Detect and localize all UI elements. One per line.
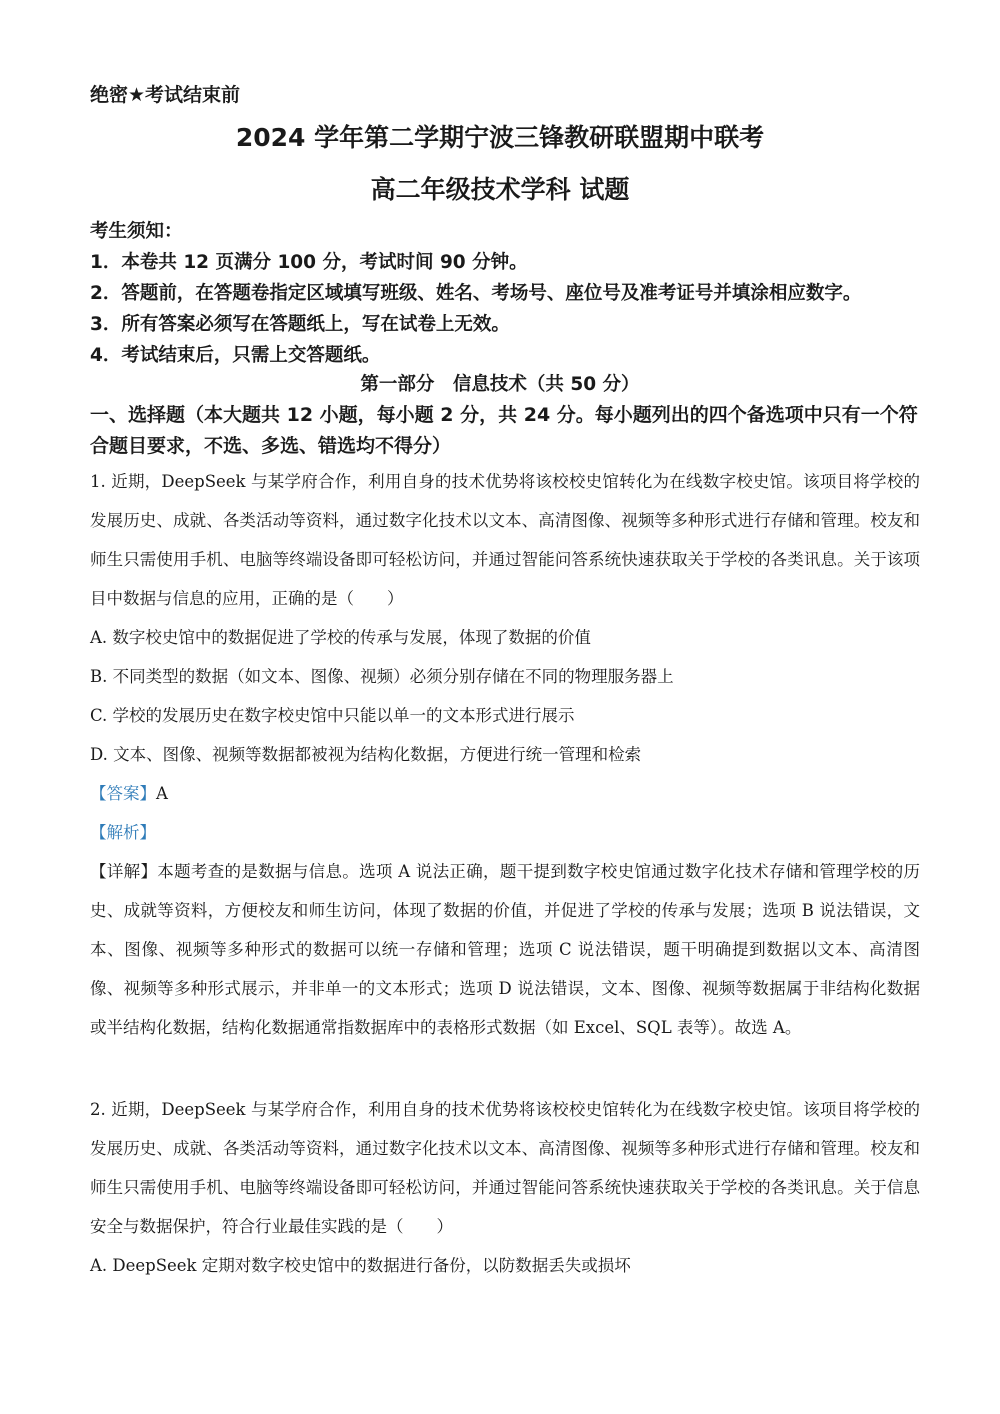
notice-item: 4．考试结束后，只需上交答题纸。 (90, 345, 381, 366)
part-title: 第一部分 信息技术（共 50 分） (360, 374, 640, 395)
question-stem: 1. 近期，DeepSeek 与某学府合作，利用自身的技术优势将该校校史馆转化为在线数字校史馆。该项目将学校的发展历史、成就、各类活动等资料，通过数字化技术以文本、高清图像、视频等多种形式进行存储和管理。校友和师生只需使用手机、电脑等终端设备即可轻松访问，并通过智能问答系统快速获取关于学校的各类讯息。关于该项目中数据与信息的应用，正确的是（ ） (90, 472, 920, 608)
analysis-tag: 【解析】 (90, 823, 156, 842)
answer-tag: 【答案】 (90, 784, 156, 803)
option-a: A. DeepSeek 定期对数字校史馆中的数据进行备份，以防数据丢失或损坏 (90, 1256, 631, 1275)
option-d: D. 文本、图像、视频等数据都被视为结构化数据，方便进行统一管理和检索 (90, 745, 642, 764)
option-b: B. 不同类型的数据（如文本、图像、视频）必须分别存储在不同的物理服务器上 (90, 667, 674, 686)
candidate-notice (90, 216, 920, 371)
notice-heading: 考生须知： (90, 221, 183, 242)
question-1 (90, 462, 920, 1047)
option-c: C. 学校的发展历史在数字校史馆中只能以单一的文本形式进行展示 (90, 706, 575, 725)
answer-value: A (156, 784, 168, 803)
option-a: A. 数字校史馆中的数据促进了学校的传承与发展，体现了数据的价值 (90, 628, 591, 647)
notice-item: 3．所有答案必须写在答题纸上，写在试卷上无效。 (90, 314, 510, 335)
exam-title: 2024 学年第二学期宁波三锋教研联盟期中联考 (235, 123, 765, 152)
section-title: 一、选择题（本大题共 12 小题，每小题 2 分，共 24 分。每小题列出的四个备选项中只有一个符合题目要求，不选、多选、错选均不得分） (90, 404, 918, 457)
question-stem: 2. 近期，DeepSeek 与某学府合作，利用自身的技术优势将该校校史馆转化为在线数字校史馆。该项目将学校的发展历史、成就、各类活动等资料，通过数字化技术以文本、高清图像、视频等多种形式进行存储和管理。校友和师生只需使用手机、电脑等终端设备即可轻松访问，并通过智能问答系统快速获取关于学校的各类讯息。关于信息安全与数据保护，符合行业最佳实践的是（ ） (90, 1100, 920, 1236)
detail-text: 本题考查的是数据与信息。选项 A 说法正确，题干提到数字校史馆通过数字化技术存储和管理学校的历史、成就等资料，方便校友和师生访问，体现了数据的价值，并促进了学校的传承与发展；选项 B 说法错误，文本、图像、视频等多种形式的数据可以统一存储和管理；选项 C 说法错误，题干明确提到数据以文本、高清图像、视频等多种形式展示，并非单一的文本形式；选项 D 说法错误，文本、图像、视频等数据属于非结构化数据或半结构化数据，结构化数据通常指数据库中的表格形式数据（如 Excel、SQL 表等）。故选 A。 (90, 862, 921, 1037)
detail-paragraph (90, 852, 920, 1047)
answer-line (90, 774, 920, 813)
question-2 (90, 1090, 920, 1285)
detail-tag: 【详解】 (90, 862, 158, 881)
notice-item: 2．答题前，在答题卷指定区域填写班级、姓名、考场号、座位号及准考证号并填涂相应数字。 (90, 283, 862, 304)
confidential-label: 绝密★考试结束前 (90, 84, 241, 106)
exam-subtitle: 高二年级技术学科 试题 (370, 175, 630, 204)
notice-item: 1．本卷共 12 页满分 100 分，考试时间 90 分钟。 (90, 252, 528, 273)
